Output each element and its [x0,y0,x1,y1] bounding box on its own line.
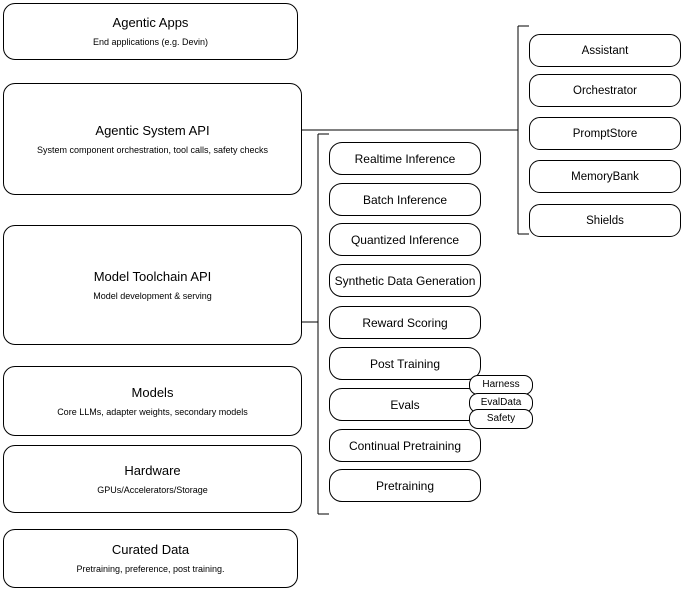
component-label: Continual Pretraining [348,438,462,453]
subcomponent-label: EvalData [480,397,522,408]
component-continual-pretraining[interactable] [329,429,481,462]
component-shields[interactable] [529,204,681,237]
component-promptstore[interactable] [529,117,681,150]
component-label: Post Training [369,356,441,371]
component-post-training[interactable] [329,347,481,380]
layer-model-toolchain-api[interactable] [3,225,302,345]
layer-subtitle: Core LLMs, adapter weights, secondary models [57,406,248,417]
component-label: Orchestrator [573,84,637,97]
component-label: Assistant [581,44,629,57]
layer-agentic-apps[interactable] [3,3,298,60]
layer-subtitle: Pretraining, preference, post training. [76,564,225,574]
component-label: Realtime Inference [354,151,456,166]
layer-curated-data[interactable] [3,529,298,588]
layer-subtitle: Model development & serving [93,290,212,301]
component-label: Shields [586,214,624,227]
component-label: Quantized Inference [350,232,460,247]
component-label: MemoryBank [571,170,639,183]
component-label: Evals [390,397,420,412]
component-label: Reward Scoring [362,315,448,330]
layer-subtitle: System component orchestration, tool calls, safety checks [36,144,269,155]
layer-hardware[interactable] [3,445,302,513]
component-reward-scoring[interactable] [329,306,481,339]
subcomponent-harness[interactable] [469,375,533,395]
layer-title: Curated Data [111,542,190,557]
component-realtime-inference[interactable] [329,142,481,175]
component-label: PromptStore [572,127,638,140]
layer-title: Models [131,384,174,400]
component-synthetic-data-generation[interactable] [329,264,481,297]
component-orchestrator[interactable] [529,74,681,107]
layer-title: Model Toolchain API [93,268,212,284]
subcomponent-label: Harness [482,379,520,390]
component-batch-inference[interactable] [329,183,481,216]
component-assistant[interactable] [529,34,681,67]
component-quantized-inference[interactable] [329,223,481,256]
subcomponent-safety[interactable] [469,409,533,429]
layer-subtitle: GPUs/Accelerators/Storage [97,484,208,495]
component-label: Synthetic Data Generation [334,273,476,288]
component-evals[interactable] [329,388,481,421]
layer-title: Agentic System API [95,122,210,138]
layer-subtitle: End applications (e.g. Devin) [92,37,209,47]
component-memorybank[interactable] [529,160,681,193]
layer-title: Agentic Apps [112,15,189,30]
layer-agentic-system-api[interactable] [3,83,302,195]
component-label: Pretraining [375,478,435,493]
component-pretraining[interactable] [329,469,481,502]
layer-title: Hardware [124,462,181,478]
component-label: Batch Inference [362,192,448,207]
subcomponent-label: Safety [486,413,516,424]
layer-models[interactable] [3,366,302,436]
